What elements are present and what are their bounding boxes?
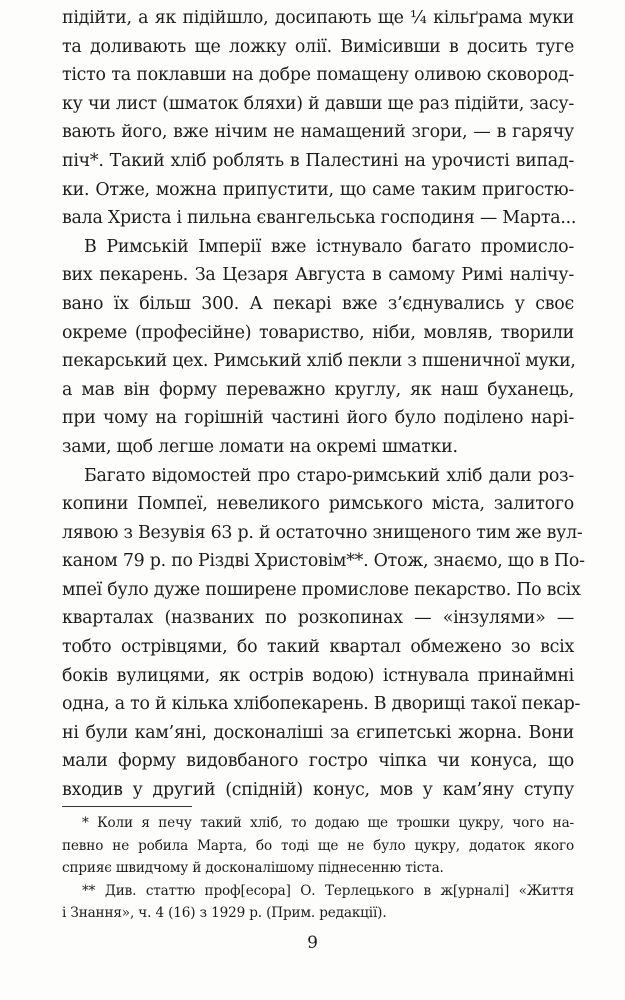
text-line: одна, а то й кілька хлібопекарень. В дворищі такої пекар- (62, 694, 581, 715)
text-line: окреме (професійне) товариство, ніби, мовляв, творили (62, 322, 574, 343)
footnote-1 (62, 812, 574, 880)
text-line: тобто острівцями, бо такий квартал обмежено зо всіх (62, 637, 574, 658)
text-line: Багато відомостей про старо-римський хліб дали роз- (84, 465, 574, 486)
text-line: ки. Отже, можна припустити, що саме таким пригостю- (62, 179, 574, 200)
text-line: зами, щоб легше ломати на окремі шматки. (62, 436, 458, 457)
text-line: а мав він форму переважно круглу, як наш буханець, (62, 379, 574, 400)
text-line: входив у другий (спідній) конус, мов у кам’яну ступу (62, 780, 574, 801)
page-number: 9 (307, 933, 318, 953)
text-line: каном 79 р. по Різдві Христовім**. Отож, знаємо, що в По- (62, 551, 585, 572)
text-line: копини Помпеї, невеликого римського міста, залитого (62, 494, 574, 515)
footnote-line: певно не робила Марта, бо тоді ще не було цукру, додаток якого (62, 837, 574, 854)
text-line: вають його, вже нічим не намащений згори, — в гарячу (62, 122, 574, 143)
paragraph-2 (62, 233, 574, 462)
text-line: при чому на горішній частині його було поділено нарі- (62, 408, 574, 429)
text-line: мпеї було дуже поширене промислове пекарство. По всіх (62, 579, 581, 600)
text-line: боків вулицями, як острів водою) істнувала принаймні (62, 665, 574, 686)
text-line: мали форму видовбаного гостро чіпка чи конуса, що (62, 751, 574, 772)
text-line: ні були кам’яні, досконаліші за єгипетські жорна. Вони (62, 722, 574, 743)
text-line: лявою з Везувія 63 р. й остаточно знищеного тим же вул- (62, 522, 583, 543)
footnotes (62, 812, 574, 925)
footnote-divider (62, 806, 192, 807)
footnote-line: ** Див. статтю проф[есора] О. Терлецького в ж[урналі] «Життя (82, 882, 574, 899)
text-line: підійти, а як підійшло, досипають ще ¼ кільґрама муки (62, 8, 574, 28)
main-text (62, 4, 585, 805)
text-line: тісто та поклавши на добре помащену оливою сковород- (62, 65, 574, 86)
paragraph-1 (62, 4, 577, 233)
text-line: піч*. Такий хліб роблять в Палестині на урочисті випад- (62, 150, 574, 171)
text-line: вих пекарень. За Цезаря Августа в самому Римі налічу- (62, 265, 574, 286)
footnote-line: * Коли я печу такий хліб, то додаю ще трошки цукру, чого на- (82, 815, 574, 831)
text-line: ку чи лист (шматок бляхи) й давши ще раз підійти, засу- (62, 93, 574, 114)
text-line: вано їх більш 300. А пекарі вже з’єднувались у своє (62, 293, 574, 314)
text-line: кварталах (названих по розкопинах — «інзулями» — (62, 608, 574, 629)
text-line: пекарський цех. Римський хліб пекли з пшеничної муки, (62, 351, 576, 372)
text-line: вала Христа і пильна євангельська господиня — Марта... (62, 208, 577, 229)
paragraph-3 (62, 462, 585, 805)
footnote-2 (62, 880, 574, 925)
footnote-line: сприяє швидчому й досконалішому піднесенню тіста. (62, 860, 444, 876)
text-line: та доливають ще ложку олії. Вимісивши в досить туге (62, 36, 574, 57)
text-line: В Римській Імперії вже істнувало багато промисло- (84, 236, 574, 257)
footnote-line: і Знання», ч. 4 (16) з 1929 р. (Прим. редакції). (62, 905, 387, 921)
